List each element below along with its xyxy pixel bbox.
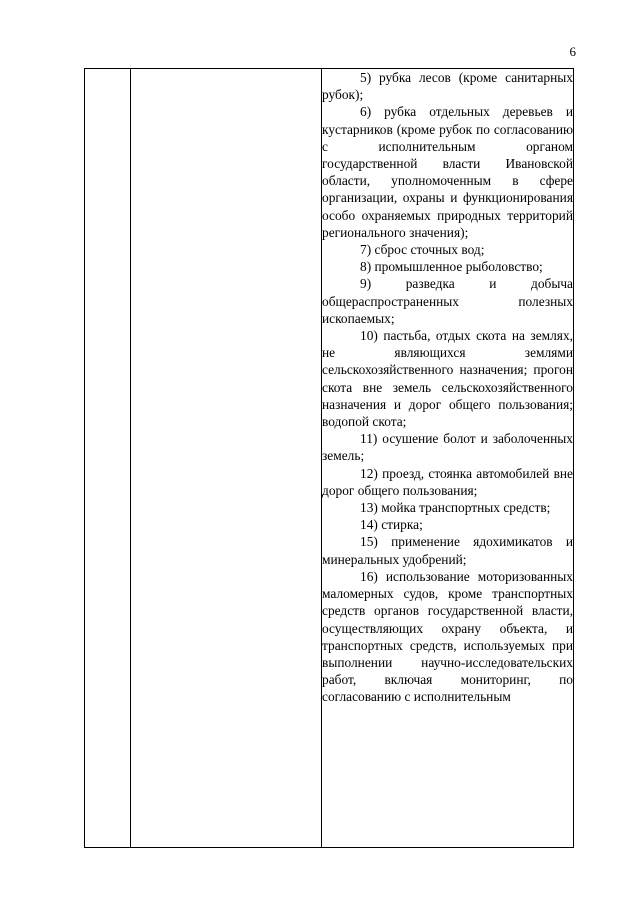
table-row	[85, 69, 574, 848]
list-item: 8) промышленное рыболовство;	[360, 259, 543, 275]
list-item: 5) рубка лесов (кроме санитарных рубок);	[322, 70, 573, 103]
restrictions-table	[84, 68, 574, 848]
table-cell-prohibited-activities	[322, 69, 574, 848]
list-item: 12) проезд, стоянка автомобилей вне дорог общего пользования;	[322, 465, 573, 498]
page-number: 6	[569, 44, 576, 59]
list-item: 15) применение ядохимикатов и минеральных удобрений;	[322, 534, 573, 567]
list-item: 9) разведка и добыча общераспространенных полезных ископаемых;	[322, 276, 573, 326]
list-item: 11) осушение болот и заболоченных земель;	[322, 431, 573, 464]
list-item: 10) пастьба, отдых скота на землях, не являющихся землями сельскохозяйственного назначения; прогон скота вне земель сельскохозяйственного назначения и дорог общего пользования; водопой скота;	[322, 328, 573, 430]
list-item: 7) сброс сточных вод;	[360, 242, 485, 258]
table-cell-number	[85, 69, 131, 848]
list-item: 16) использование моторизованных маломерных судов, кроме транспортных средств органов государственной власти, осуществляющих охрану объекта, и транспортных средств, используемых при выполнении научно-исследовательских работ, включая мониторинг, по согласованию с исполнительным	[322, 568, 573, 705]
table-cell-name	[131, 69, 322, 848]
list-item: 13) мойка транспортных средств;	[360, 500, 551, 516]
list-item: 6) рубка отдельных деревьев и кустарников (кроме рубок по согласованию с исполнительным органом государственной власти Ивановской области, уполномоченным в сфере организации, охраны и функционирования особо охраняемых природных территорий регионального значения);	[322, 104, 573, 240]
list-item: 14) стирка;	[360, 517, 423, 533]
